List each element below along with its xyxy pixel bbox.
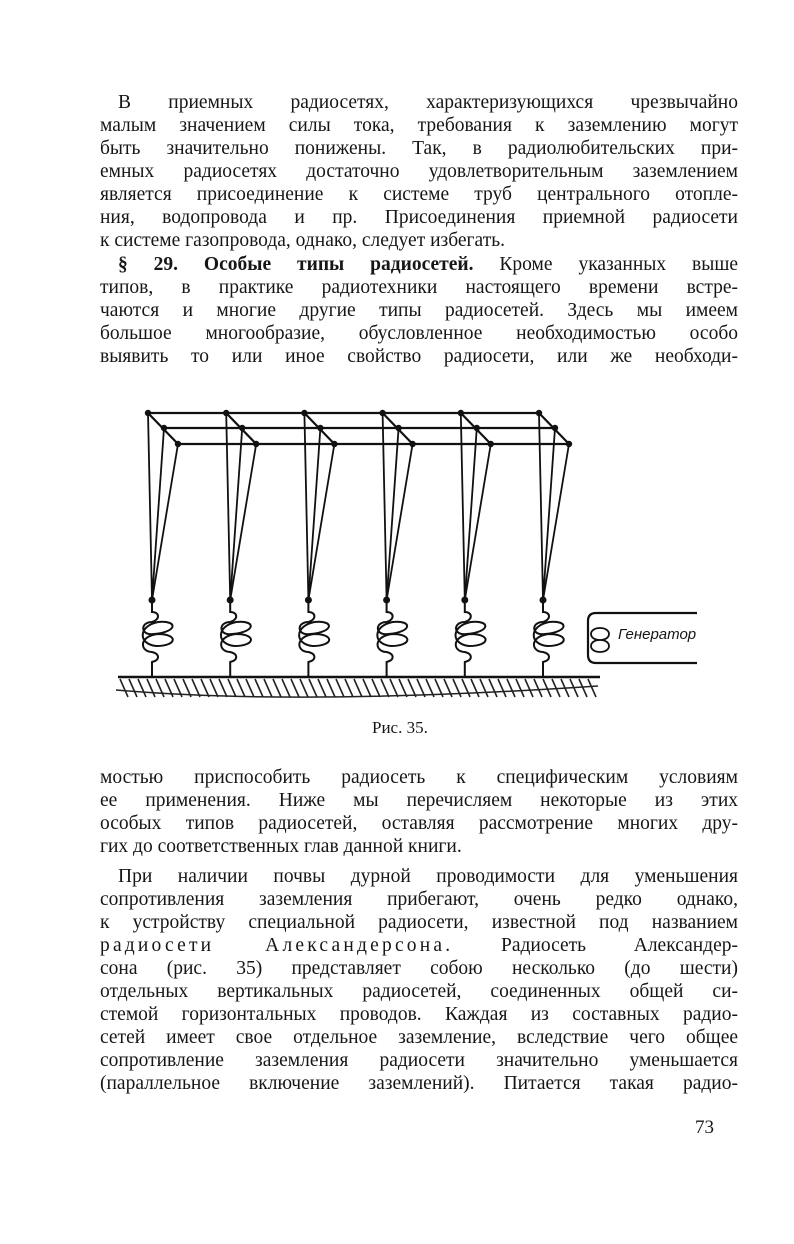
- generator-label: Генератор: [618, 626, 697, 643]
- text-line: [100, 935, 738, 957]
- tuning-coil: [456, 600, 486, 677]
- down-lead-wire: [308, 444, 334, 600]
- text-line: сетей имеет свое отдельное заземление, вследствие чего общее: [100, 1027, 738, 1048]
- wire-node: [253, 441, 259, 447]
- ground-hatch: [354, 679, 362, 697]
- wire-node: [317, 425, 323, 431]
- ground-hatch: [498, 679, 506, 697]
- ground-hatch: [228, 679, 236, 697]
- wire-node: [223, 410, 229, 416]
- ground-hatch: [372, 679, 380, 697]
- ground-hatch: [318, 679, 326, 697]
- ground-hatch: [471, 679, 479, 697]
- tuning-coil: [143, 600, 173, 677]
- ground-hatch: [408, 679, 416, 697]
- down-lead-wire: [226, 413, 230, 600]
- spaced-term: радиосети Александерсона.: [100, 935, 454, 956]
- section-heading: § 29. Особые типы радиосетей.: [118, 254, 474, 275]
- tuning-coil: [534, 600, 564, 677]
- wire-node: [488, 441, 494, 447]
- down-lead-wire: [387, 428, 399, 600]
- wire-node: [458, 410, 464, 416]
- text-line: к устройству специальной радиосети, известной под названием: [100, 912, 738, 933]
- text-fragment: Кроме указанных выше: [473, 254, 738, 275]
- down-lead-wire: [230, 428, 242, 600]
- text-fragment: Радиосеть Александер-: [453, 935, 738, 956]
- ground-hatch: [147, 679, 155, 697]
- text-line: ее применения. Ниже мы перечисляем некоторые из этих: [100, 790, 738, 811]
- ground-hatch: [345, 679, 353, 697]
- wire-node: [552, 425, 558, 431]
- text-line: емных радиосетях достаточно удовлетворительным заземлением: [100, 161, 738, 182]
- text-line: стемой горизонтальных проводов. Каждая из составных радио-: [100, 1004, 738, 1025]
- wire-node: [395, 425, 401, 431]
- text-line: выявить то или иное свойство радиосети, или же необходи-: [100, 346, 738, 367]
- wire-node: [379, 410, 385, 416]
- wire-node: [409, 441, 415, 447]
- down-lead-wire: [543, 428, 555, 600]
- down-lead-wire: [465, 444, 491, 600]
- ground-hatch: [246, 679, 254, 697]
- down-lead-wire: [543, 444, 569, 600]
- down-lead-wire: [539, 413, 543, 600]
- text-line: чаются и многие другие типы радиосетей. Здесь мы имеем: [100, 300, 738, 321]
- down-lead-wire: [383, 413, 387, 600]
- down-lead-wire: [152, 444, 178, 600]
- text-line: к системе газопровода, однако, следует избегать.: [100, 230, 505, 251]
- ground-hatch: [237, 679, 245, 697]
- ground-hatch: [309, 679, 317, 697]
- ground-hatch: [489, 679, 497, 697]
- ground-hatch: [462, 679, 470, 697]
- down-lead-wire: [230, 444, 256, 600]
- tuning-coil: [299, 600, 329, 677]
- text-line: является присоединение к системе труб центрального отопле-: [100, 184, 738, 205]
- ground-hatch: [291, 679, 299, 697]
- ground-hatch: [336, 679, 344, 697]
- text-line: мостью приспособить радиосеть к специфическим условиям: [100, 767, 738, 788]
- ground-hatch: [534, 679, 542, 697]
- ground-hatch: [129, 679, 137, 697]
- wire-node: [536, 410, 542, 416]
- ground-hatch: [264, 679, 272, 697]
- down-lead-wire: [152, 428, 164, 600]
- ground-hatch: [399, 679, 407, 697]
- tuning-coil: [221, 600, 251, 677]
- ground-hatch: [516, 679, 524, 697]
- tuning-coil: [377, 600, 407, 677]
- text-line: большое многообразие, обусловленное необходимостью особо: [100, 323, 738, 344]
- down-lead-wire: [461, 413, 465, 600]
- down-lead-wire: [304, 413, 308, 600]
- ground-hatch: [507, 679, 515, 697]
- text-line: малым значением силы тока, требования к заземлению могут: [100, 115, 738, 136]
- text-line: (параллельное включение заземлений). Питается такая радио-: [100, 1073, 738, 1094]
- text-line: гих до соответственных глав данной книги.: [100, 836, 462, 857]
- text-line: особых типов радиосетей, оставляя рассмотрение многих дру-: [100, 813, 738, 834]
- ground-hatch: [255, 679, 263, 697]
- wire-node: [474, 425, 480, 431]
- wire-node: [161, 425, 167, 431]
- generator-coil: [591, 628, 609, 652]
- ground-hatch: [219, 679, 227, 697]
- text-line: типов, в практике радиотехники настоящего времени встре-: [100, 277, 738, 298]
- ground-hatch: [579, 679, 587, 697]
- down-lead-wire: [308, 428, 320, 600]
- text-line: сопротивление заземления радиосети значительно уменьшается: [100, 1050, 738, 1071]
- down-lead-wire: [148, 413, 152, 600]
- text-line: В приемных радиосетях, характеризующихся чрезвычайно: [118, 92, 738, 113]
- ground-hatch: [273, 679, 281, 697]
- down-lead-wire: [465, 428, 477, 600]
- ground-hatch: [381, 679, 389, 697]
- down-lead-wire: [387, 444, 413, 600]
- ground-hatch: [210, 679, 218, 697]
- ground-hatch: [390, 679, 398, 697]
- ground-hatch: [138, 679, 146, 697]
- ground-hatch: [327, 679, 335, 697]
- ground-hatch: [588, 679, 596, 697]
- wire-node: [301, 410, 307, 416]
- ground-hatch: [201, 679, 209, 697]
- ground-hatch: [120, 679, 128, 697]
- ground-hatch: [156, 679, 164, 697]
- wire-node: [331, 441, 337, 447]
- text-line: сопротивления заземления прибегают, очень редко однако,: [100, 889, 738, 910]
- page-number: 73: [695, 1117, 714, 1138]
- wire-node: [239, 425, 245, 431]
- text-line: сона (рис. 35) представляет собою несколько (до шести): [100, 958, 738, 979]
- ground-hatch: [525, 679, 533, 697]
- wire-node: [175, 441, 181, 447]
- ground-hatch: [282, 679, 290, 697]
- text-line: быть значительно понижены. Так, в радиолюбительских при-: [100, 138, 738, 159]
- text-line: отдельных вертикальных радиосетей, соединенных общей си-: [100, 981, 738, 1002]
- wire-node: [566, 441, 572, 447]
- figure-caption: Рис. 35.: [372, 718, 428, 737]
- text-line: При наличии почвы дурной проводимости для уменьшения: [118, 866, 738, 887]
- ground-hatch: [543, 679, 551, 697]
- ground-hatch: [363, 679, 371, 697]
- text-line: ния, водопровода и пр. Присоединения приемной радиосети: [100, 207, 738, 228]
- wire-node: [145, 410, 151, 416]
- ground-hatch: [480, 679, 488, 697]
- ground-hatch: [300, 679, 308, 697]
